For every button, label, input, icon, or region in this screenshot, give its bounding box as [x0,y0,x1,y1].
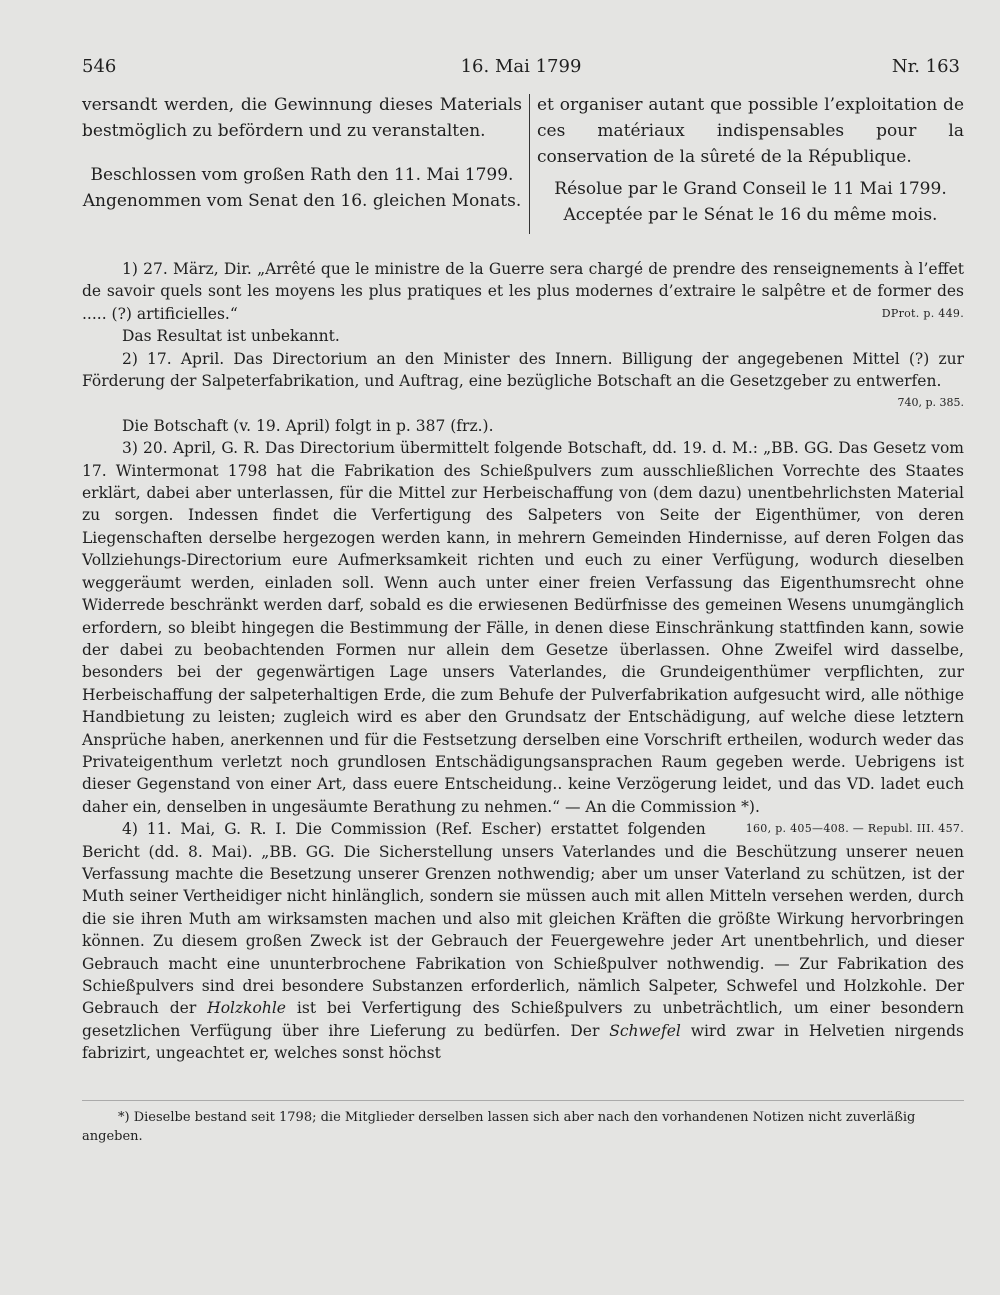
note-4-text-b: ist bei Verfertigung des Schießpulvers zu unbeträchtlich, um einer besondern gesetzlichen Verfügung über ihre Lieferung zu bedürfen. Der [82,999,964,1040]
note-4-text-c: wird zwar in Helvetien nirgends fabrizirt, ungeachtet er, welches sonst höchst [82,1021,964,1063]
french-column [537,92,964,228]
column-divider [529,94,530,234]
german-paragraph: versandt werden, die Gewinnung dieses Materials bestmöglich zu befördern und zu veranstalten. [82,95,522,141]
french-accepted-line: Acceptée par le Sénat le 16 du même mois. [563,205,938,225]
page-number: 546 [82,56,117,77]
note-3 [82,437,964,836]
bilingual-columns [82,92,964,242]
footnote-text: *) Dieselbe bestand seit 1798; die Mitglieder derselben lassen sich aber nach den vorhandenen Notizen nicht zuverläßig angeben. [82,1110,916,1144]
french-paragraph: et organiser autant que possible l’exploitation de ces matériaux indispensables pour la conservation de la sûreté de la République. [537,95,964,167]
german-accepted-line: Angenommen vom Senat den 16. gleichen Monats. [82,191,522,211]
note-4 [82,818,964,1064]
note-2-follow: Die Botschaft (v. 19. April) folgt in p. 387 (frz.). [122,416,494,435]
german-column [82,92,522,214]
header-date: 16. Mai 1799 [460,56,582,77]
note-1 [82,258,964,325]
note-4-schwefel: Schwefel [609,1021,681,1040]
footnote-rule [82,1100,964,1101]
note-3-text: 3) 20. April, G. R. Das Directorium übermittelt folgende Botschaft, dd. 19. d. M.: „BB. GG. Das Gesetz vom 17. Wintermonat 1798 hat die Fabrikation des Schießpulvers zum ausschließlichen Vorrechte des Staates erklärt, dabei aber unterlassen, für die Mittel zur Herbeischaffung von (dem dazu) unentbehrlichsten Material zu sorgen. Indessen findet die Verfertigung des Salpeters von Seite der Eigenthümer, von deren Liegenschaften derselbe hergezogen werden kann, in mehrern Gemeinden Hindernisse, auf deren Folgen das Vollziehungs-Directorium eure Aufmerksamkeit richten und euch zu einer Verfügung, wodurch dieselben weggeräumt werden, einladen soll. Wenn auch unter einer freien Verfassung das Eigenthumsrecht ohne Widerrede beschränkt werden darf, sobald es die erwiesenen Bedürfnisse des gemeinen Wesens unumgänglich erfordern, so bleibt hingegen die Bestimmung der Fälle, in denen diese Einschränkung stattfinden kann, sowie der dabei zu beobachtenden Formen nur allein dem Gesetze überlassen. Ohne Zweifel wird dasselbe, besonders bei der gegenwärtigen Lage unsers Vaterlandes, die Grundeigenthümer verpflichten, zur Herbeischaffung der salpeterhaltigen Erde, die zum Behufe der Pulverfabrikation aufgesucht wird, alle nöthige Handbietung zu leisten; zugleich wird es aber den Grundsatz der Entschädigung, auf welche diese letztern Ansprüche haben, anerkennen und für die Festsetzung derselben eine Vorschrift ertheilen, wodurch weder das Privateigenthum verletzt noch grundlosen Entschädigungsansprachen Raum gegeben werde. Uebrigens ist dieser Gegenstand von einer Art, dass euere Entscheidung.. keine Verzögerung leidet, und das VD. ladet euch daher ein, denselben in ungesäumte Berathung zu nehmen.“ — An die Commission *). [82,439,964,816]
note-3-reference: 160, p. 405—408. — Republ. III. 457. [745,822,964,836]
footnote [82,1108,964,1146]
note-4-text-a: 4) 11. Mai, G. R. I. Die Commission (Ref. Escher) erstattet folgenden Bericht (dd. 8. Mai). „BB. GG. Die Sicherstellung unsers Vaterlandes und die Beschützung unserer neuen Verfassung machte die Besetzung unserer Grenzen nothwendig; aber um unser Vaterland zu schützen, ist der Muth seiner Vertheidiger nicht hinlänglich, sondern sie müssen auch mit allen Mitteln versehen werden, durch die sie ihren Muth am wirksamsten machen und also mit gleichen Kräften die größte Wirkung hervorbringen können. Zu diesem großen Zweck ist der Gebrauch der Feuergewehre jeder Art unentbehrlich, und dieser Gebrauch macht eine ununterbrochene Fabrikation von Schießpulver nothwendig. — Zur Fabrikation des Schießpulvers sind drei besondere Substanzen erforderlich, nämlich Salpeter, Schwefel und Holzkohle. Der Gebrauch der [82,820,964,1018]
note-4-holzkohle: Holzkohle [207,999,286,1018]
note-2: 2) 17. April. Das Directorium an den Minister des Innern. Billigung der angegebenen Mittel (?) zur Förderung der Salpeterfabrikation, und Auftrag, eine bezügliche Botschaft an die Gesetzgeber zu entwerfen. [82,349,964,391]
german-resolved-line: Beschlossen vom großen Rath den 11. Mai 1799. [90,165,514,185]
document-number: Nr. 163 [891,56,960,77]
page-header [82,56,960,86]
french-resolved-line: Résolue par le Grand Conseil le 11 Mai 1799. [554,179,947,199]
note-1-result: Das Resultat ist unbekannt. [122,327,340,346]
notes-section [82,258,964,1065]
note-1-text: 1) 27. März, Dir. „Arrêté que le ministre de la Guerre sera chargé de prendre des renseignements à l’effet de savoir quels sont les moyens les plus pratiques et les plus modernes d’extraire le salpêtre et de former des ..... (?) artificielles.“ [82,260,964,323]
note-1-reference: DProt. p. 449. [881,306,964,320]
note-2-reference: 740, p. 385. [897,396,964,410]
